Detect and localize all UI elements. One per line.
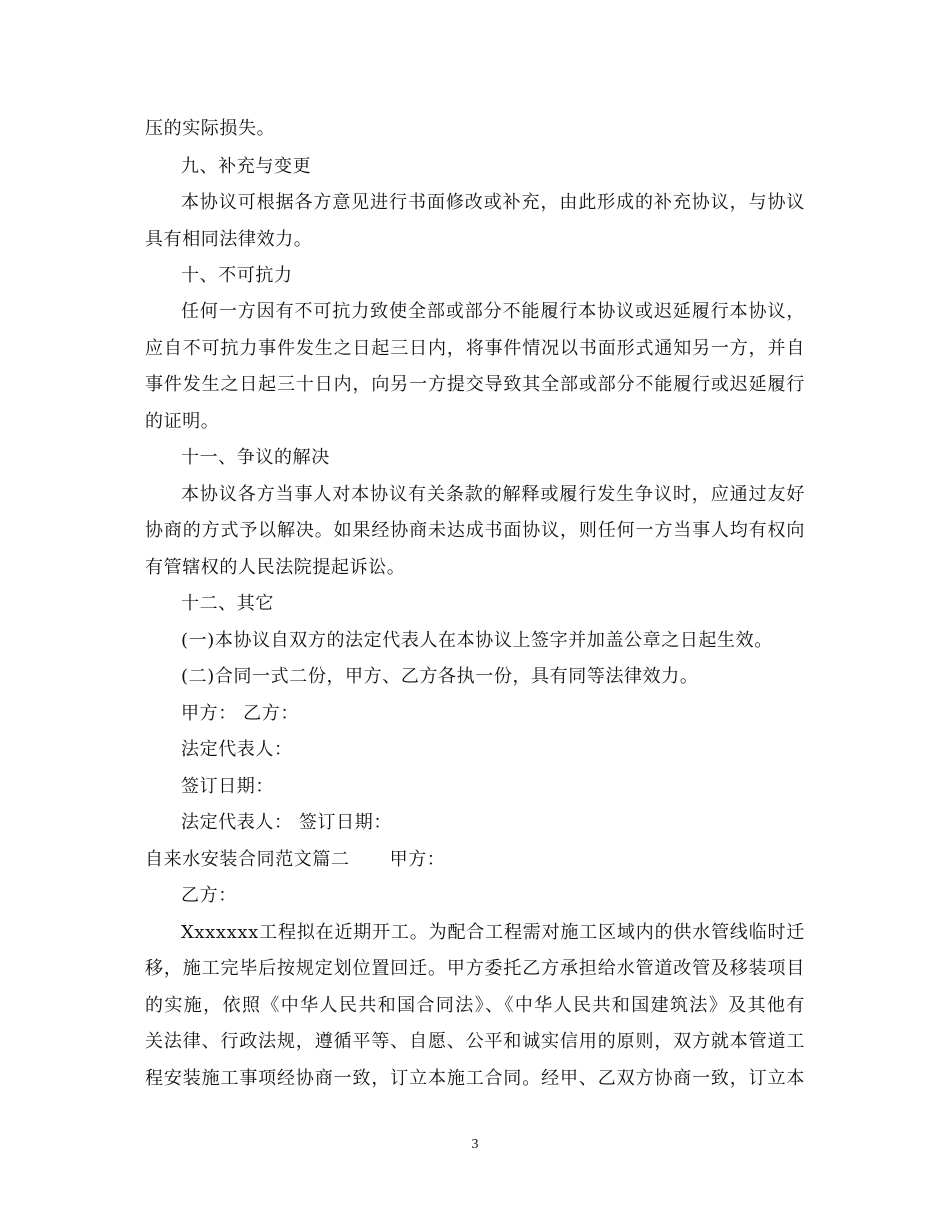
body-text-line: 的实施，依照《中华人民共和国合同法》、《中华人民共和国建筑法》及其他有 xyxy=(145,995,805,1016)
body-text-line: Xxxxxxx工程拟在近期开工。为配合工程需对施工区域内的供水管线临时迁 xyxy=(181,922,805,943)
party-a-label: 甲方： xyxy=(389,849,446,870)
contract-title-line xyxy=(145,848,805,872)
body-text-line: 任何一方因有不可抗力致使全部或部分不能履行本协议或迟延履行本协议， xyxy=(181,301,805,322)
body-text-line: 程安装施工事项经协商一致，订立本施工合同。经甲、乙双方协商一致，订立本 xyxy=(145,1068,805,1089)
body-text-line: 本协议可根据各方意见进行书面修改或补充，由此形成的补充协议，与协议 xyxy=(181,192,805,213)
clause-item-1: (一)本协议自双方的法定代表人在本协议上签字并加盖公章之日起生效。 xyxy=(181,630,773,651)
body-text-line: 应自不可抗力事件发生之日起三日内，将事件情况以书面形式通知另一方，并自 xyxy=(145,338,805,359)
body-text-line: 本协议各方当事人对本协议有关条款的解释或履行发生争议时，应通过友好 xyxy=(181,484,805,505)
signature-parties: 甲方： 乙方： xyxy=(181,703,299,724)
body-text-line: 压的实际损失。 xyxy=(145,118,276,139)
clause-item-2: (二)合同一式二份，甲方、乙方各执一份，具有同等法律效力。 xyxy=(181,666,699,687)
body-text-line: 协商的方式予以解决。如果经协商未达成书面协议，则任何一方当事人均有权向 xyxy=(145,520,805,541)
body-text-line: 具有相同法律效力。 xyxy=(145,229,313,250)
section-heading-9: 九、补充与变更 xyxy=(181,156,312,177)
party-b-label: 乙方： xyxy=(181,885,237,906)
representative-and-date: 法定代表人： 签订日期： xyxy=(181,812,392,833)
body-text-line: 关法律、行政法规，遵循平等、自愿、公平和诚实信用的原则，双方就本管道工 xyxy=(145,1031,805,1052)
legal-representative: 法定代表人： xyxy=(181,739,293,760)
section-heading-10: 十、不可抗力 xyxy=(181,265,293,286)
body-text-line: 事件发生之日起三十日内，向另一方提交导致其全部或部分不能履行或迟延履行 xyxy=(145,374,805,395)
signing-date: 签订日期： xyxy=(181,776,274,797)
contract-title: 自来水安装合同范文篇二 xyxy=(145,849,350,870)
section-heading-11: 十一、争议的解决 xyxy=(181,447,330,468)
section-heading-12: 十二、其它 xyxy=(181,593,274,614)
body-text-line: 移，施工完毕后按规定划位置回迁。甲方委托乙方承担给水管道改管及移装项目 xyxy=(145,958,805,979)
body-text-line: 的证明。 xyxy=(145,411,220,432)
body-text-line: 有管辖权的人民法院提起诉讼。 xyxy=(145,557,406,578)
page-number: 3 xyxy=(471,1137,479,1152)
